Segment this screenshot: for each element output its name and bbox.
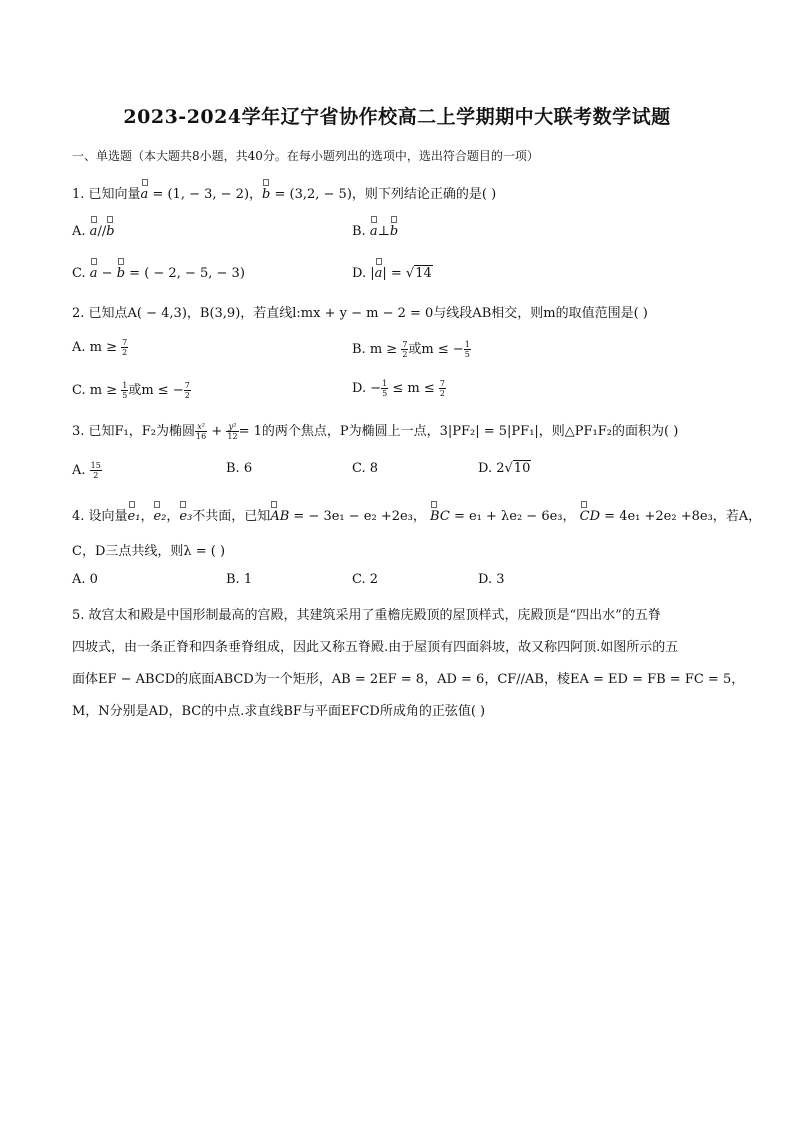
- question-1-option-d: D. |a| = √14: [352, 266, 432, 281]
- question-3-option-b: B. 6: [226, 461, 253, 476]
- vector-b-symbol: b: [262, 187, 271, 202]
- question-3-option-a: A. $\frac{15}{2}$: [72, 461, 101, 480]
- fraction-y2-12: $\frac{\text{y²}}{12}$: [227, 422, 238, 441]
- question-3-option-c: C. 8: [352, 461, 379, 476]
- question-4-option-d: D. 3: [478, 572, 505, 587]
- question-4-option-c: C. 2: [352, 572, 379, 587]
- section-header: 一、单选题（本大题共8小题，共40分。在每小题列出的选项中，选出符合题目的一项）: [72, 149, 539, 163]
- question-3-option-d: D. 2√10: [478, 461, 531, 476]
- question-4-stem-line2: C，D三点共线，则λ = ( ): [72, 544, 226, 559]
- question-4-option-a: A. 0: [72, 572, 98, 587]
- question-2-stem: 2. 已知点A( − 4,3)，B(3,9)，若直线l:mx + y − m − 2 = 0与线段AB相交，则m的取值范围是( ): [72, 306, 648, 321]
- exam-title: 2023-2024学年辽宁省协作校高二上学期期中大联考数学试题: [123, 106, 671, 128]
- question-5-line-2: 四坡式，由一条正脊和四条垂脊组成，因此又称五脊殿.由于屋顶有四面斜坡，故又称四阿顶.如图所示的五: [72, 640, 679, 655]
- question-2-option-d: D. − $\frac{1}{5}$ ≤ m ≤ $\frac{7}{2}$: [352, 379, 445, 398]
- question-4-option-b: B. 1: [226, 572, 253, 587]
- question-1-stem: 1. 已知向量a = (1, − 3, − 2)，b = (3,2, − 5)，则下列结论正确的是( ): [72, 187, 497, 202]
- question-2-option-c: C. m ≥ $\frac{1}{5}$ 或m ≤ − $\frac{7}{2}$: [72, 381, 190, 400]
- question-5-line-4: M，N分别是AD，BC的中点.求直线BF与平面EFCD所成角的正弦值( ): [72, 704, 486, 719]
- question-4-stem: 4. 设向量e₁，e₂，e₃不共面，已知AB = − 3e₁ − e₂ +2e₃， BC = e₁ + λe₂ − 6e₃， CD = 4e₁ +2e₂ +8e₃，若A，: [72, 509, 762, 524]
- question-3-stem: 3. 已知F₁，F₂为椭圆 $\frac{\text{x²}}{16}$ + $\frac{\text{y²}}{12}$ = 1的两个焦点，P为椭圆上一点，3|PF₂| = 5|PF₁|，则△PF₁F₂的面积为( ): [72, 422, 679, 441]
- fraction-x2-16: $\frac{\text{x²}}{16}$: [196, 422, 207, 441]
- vector-a-symbol: a: [140, 187, 149, 202]
- question-5-line-3: 面体EF − ABCD的底面ABCD为一个矩形，AB = 2EF = 8，AD = 6，CF//AB，棱EA = ED = FB = FC = 5，: [72, 672, 745, 687]
- fraction-7-2: $\frac{7}{2}$: [122, 338, 128, 357]
- question-2-option-a: A. m ≥ $\frac{7}{2}$: [72, 338, 128, 357]
- question-1-option-b: B. a⊥b: [352, 224, 399, 239]
- question-2-option-b: B. m ≥ $\frac{7}{2}$ 或m ≤ − $\frac{1}{5}$: [352, 340, 470, 359]
- question-5-line-1: 5. 故宫太和殿是中国形制最高的宫殿，其建筑采用了重檐庑殿顶的屋顶样式，庑殿顶是“四出水”的五脊: [72, 608, 661, 623]
- question-1-option-c: C. a − b = ( − 2, − 5, − 3): [72, 266, 245, 281]
- question-1-option-a: A. a//b: [72, 224, 115, 239]
